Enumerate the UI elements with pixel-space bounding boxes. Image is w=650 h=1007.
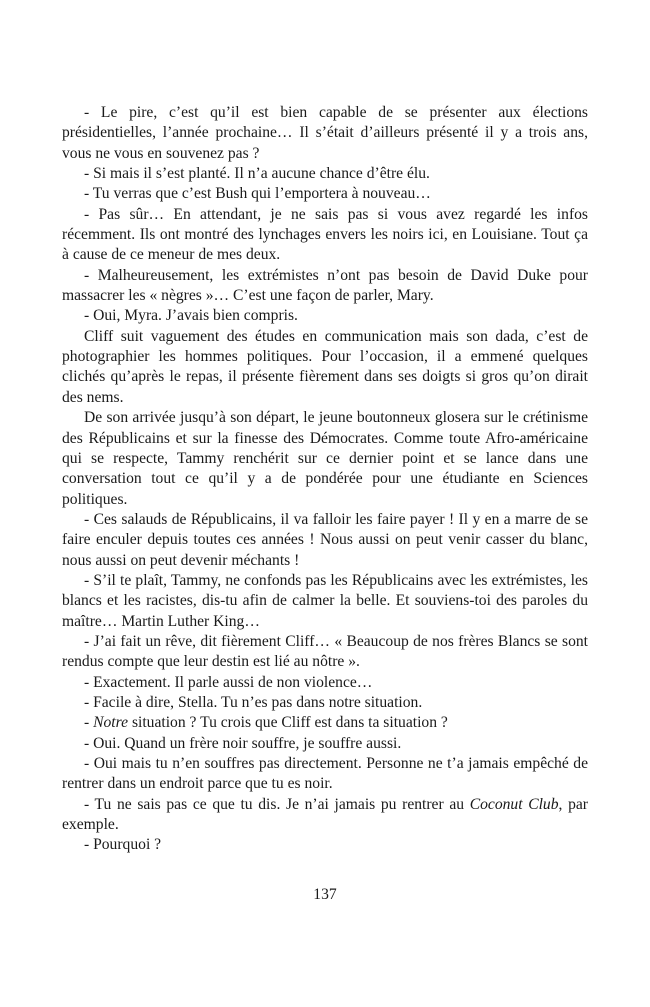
paragraph (62, 734, 588, 754)
paragraph (62, 713, 588, 733)
italic-text: Coconut Club (469, 795, 559, 813)
text-run: - Pourquoi ? (84, 836, 162, 854)
text-run: - Pas sûr… En attendant, je ne sais pas si vous avez regardé les infos récemment. Ils ont montré des lynchages envers les noirs ici, en Louisiane. Tout ça à cause de ce meneur de mes deux. (62, 205, 588, 264)
paragraph (62, 673, 588, 693)
paragraph (62, 754, 588, 795)
text-run: - Exactement. Il parle aussi de non violence… (84, 673, 373, 691)
text-run: - J’ai fait un rêve, dit fièrement Cliff… « Beaucoup de nos frères Blancs se sont rendus compte que leur destin est lié au nôtre ». (62, 632, 588, 671)
text-run: De son arrivée jusqu’à son départ, le jeune boutonneux glosera sur le crétinisme des Républicains et sur la finesse des Démocrates. Comme toute Afro-américaine qui se respecte, Tammy renchérit sur ce dernier point et se lance dans une conversation tout ce qu’il y a de pondérée pour une étudiante en Sciences politiques. (62, 409, 588, 508)
paragraph (62, 205, 588, 266)
paragraph (62, 408, 588, 510)
paragraph (62, 795, 588, 836)
text-run: - Tu ne sais pas ce que tu dis. Je n’ai jamais pu rentrer au (84, 795, 470, 813)
text-run: - Oui. Quand un frère noir souffre, je souffre aussi. (84, 734, 402, 752)
paragraph (62, 571, 588, 632)
text-run: , par exemple. (62, 795, 588, 834)
text-run: - S’il te plaît, Tammy, ne confonds pas les Républicains avec les extrémistes, les blancs et les racistes, dis-tu afin de calmer la belle. Et souviens-toi des paroles du maître… Martin Luther King… (62, 571, 588, 630)
paragraph (62, 693, 588, 713)
text-run: Cliff suit vaguement des études en communication mais son dada, c’est de photographier les hommes politiques. Pour l’occasion, il a emmené quelques clichés qu’après le repas, il présente fièrement dans ses doigts si gros qu’on dirait des nems. (62, 327, 588, 406)
text-run: situation ? Tu crois que Cliff est dans ta situation ? (128, 714, 448, 732)
paragraph (62, 164, 588, 184)
text-run: - Ces salauds de Républicains, il va falloir les faire payer ! Il y en a marre de se faire enculer depuis toutes ces années ! Nous aussi on peut venir casser du blanc, nous aussi on peut devenir méchants ! (62, 510, 588, 569)
page-body (62, 103, 588, 856)
text-run: - Facile à dire, Stella. Tu n’es pas dans notre situation. (84, 693, 423, 711)
paragraph (62, 306, 588, 326)
text-run: - Oui, Myra. J’avais bien compris. (84, 307, 298, 325)
page-number: 137 (313, 886, 337, 903)
text-run: - Oui mais tu n’en souffres pas directement. Personne ne t’a jamais empêché de rentrer dans un endroit parce que tu es noir. (62, 755, 588, 793)
paragraph (62, 510, 588, 571)
text-run: - Tu verras que c’est Bush qui l’emportera à nouveau… (84, 185, 431, 203)
text-run: - Si mais il s’est planté. Il n’a aucune chance d’être élu. (84, 165, 430, 183)
paragraph (62, 184, 588, 204)
paragraph (62, 327, 588, 408)
paragraph (62, 835, 588, 855)
text-run: - Le pire, c’est qu’il est bien capable de se présenter aux élections présidentielles, l’année prochaine… Il s’était d’ailleurs présenté il y a trois ans, vous ne vous en souvenez pas ? (62, 104, 588, 162)
text-run: - (84, 714, 94, 732)
paragraph (62, 266, 588, 307)
paragraph (62, 103, 588, 164)
text-run: - Malheureusement, les extrémistes n’ont pas besoin de David Duke pour massacrer les « nègres »… C’est une façon de parler, Mary. (62, 266, 588, 305)
italic-text: Notre (93, 714, 129, 732)
paragraph (62, 632, 588, 673)
